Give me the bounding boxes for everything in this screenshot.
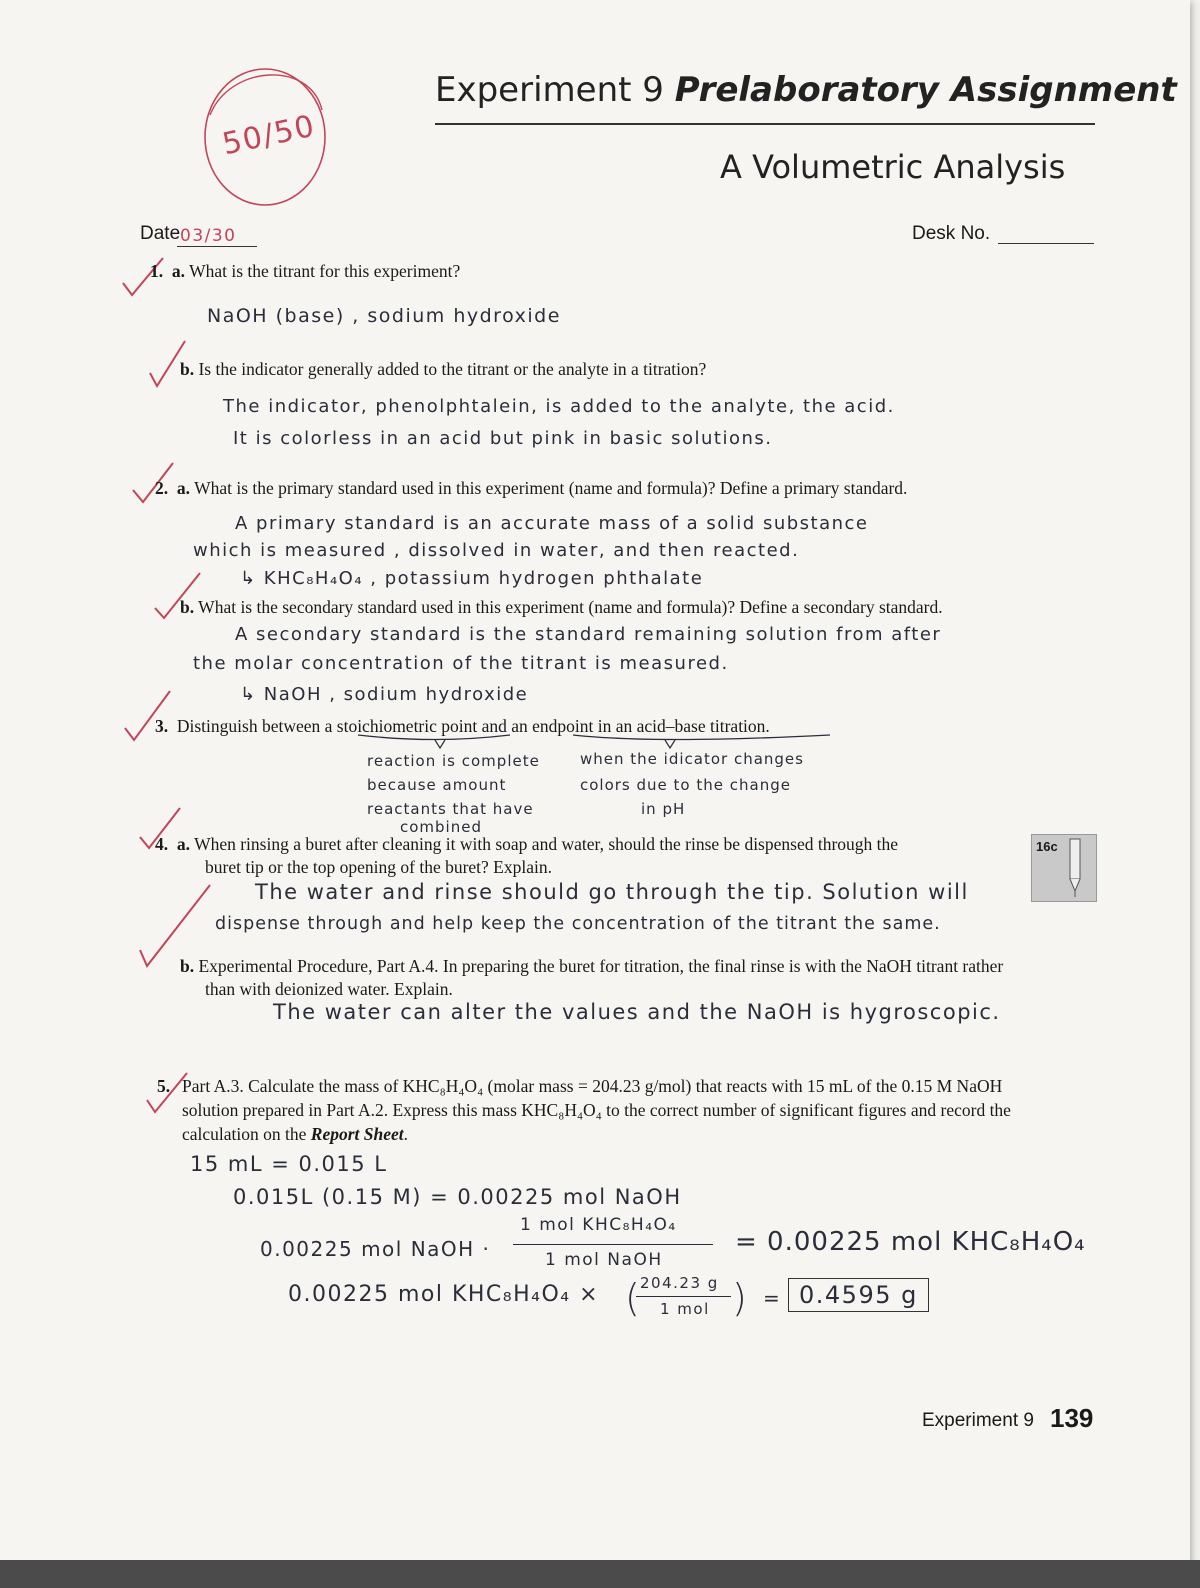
date-line [177,246,257,247]
answer-1b-line1: The indicator, phenolphtalein, is added to the analyte, the acid. [223,396,895,417]
title-rule [435,123,1095,125]
date-value: 03/30 [180,226,237,246]
endpoint-def-line2: colors due to the change [580,776,791,794]
answer-2a-line2: which is measured , dissolved in water, and then reacted. [193,540,800,561]
answer-2b-line3: ↳ NaOH , sodium hydroxide [240,684,529,705]
answer-1b-line2: It is colorless in an acid but pink in basic solutions. [233,428,773,449]
question-4a-line2: buret tip or the top opening of the buret? Explain. [205,857,552,877]
fraction-bar [513,1244,713,1245]
calc-line3-denominator: 1 mol NaOH [545,1250,663,1270]
stoich-def-line3: reactants that have [367,800,534,818]
answer-1a: NaOH (base) , sodium hydroxide [207,305,561,327]
question-3: 3. Distinguish between a stoichiometric point and an endpoint in an acid–base titration. [155,716,770,736]
question-1a: 1. a. What is the titrant for this experiment? [150,261,461,281]
question-2a: 2. a. What is the primary standard used in this experiment (name and formula)? Define a primary standard. [155,478,908,498]
calc-line1: 15 mL = 0.015 L [190,1152,388,1176]
desk-label: Desk No. [912,223,991,244]
stoich-def-line1: reaction is complete [367,752,540,770]
answer-2b-line1: A secondary standard is the standard remaining solution from after [235,624,942,645]
paren-open: ( [625,1276,642,1320]
page-subtitle: A Volumetric Analysis [720,148,1066,186]
stoich-def-line4: combined [400,818,482,836]
question-5-line3: calculation on the Report Sheet. [182,1124,409,1144]
footer-label: Experiment 9 [922,1410,1034,1431]
calc-line4-denominator: 1 mol [660,1300,710,1318]
calc-line3-left: 0.00225 mol NaOH · [260,1237,491,1261]
answer-4a-line1: The water and rinse should go through the tip. Solution will [255,880,969,904]
calc-line4-numerator: 204.23 g [640,1274,719,1292]
stoich-def-line2: because amount [367,776,507,794]
page-number: 139 [1050,1403,1094,1433]
answer-4a-line2: dispense through and help keep the concentration of the titrant the same. [215,914,941,934]
question-4b-line2: than with deionized water. Explain. [205,979,453,999]
calc-line3-numerator: 1 mol KHC₈H₄O₄ [520,1215,677,1235]
answer-2b-line2: the molar concentration of the titrant is measured. [193,653,729,674]
endpoint-def-line3: in pH [641,800,686,818]
grade-score: 50/50 [219,108,319,163]
date-label: Date [140,223,181,244]
calc-line3-result: = 0.00225 mol KHC₈H₄O₄ [735,1227,1086,1257]
buret-icon: 16c [1031,834,1097,902]
answer-2a-line1: A primary standard is an accurate mass of a solid substance [235,513,869,534]
question-5-line1: Part A.3. Calculate the mass of KHC₈H₄O₄ (molar mass = 204.23 g/mol) that reacts with 15 mL of the 0.15 M NaOH [182,1076,1003,1096]
page-title: Experiment 9 Prelaboratory Assignment [435,70,1177,110]
final-answer-box: 0.4595 g [788,1278,929,1312]
desk-background [0,1560,1200,1588]
question-1b: b. Is the indicator generally added to the titrant or the analyte in a titration? [180,359,707,379]
calc-line4-left: 0.00225 mol KHC₈H₄O₄ × [288,1282,600,1307]
question-4a-line1: 4. a. When rinsing a buret after cleaning it with soap and water, should the rinse be dispensed through the [155,834,899,854]
answer-4b: The water can alter the values and the NaOH is hygroscopic. [273,1000,1001,1024]
calc-line2: 0.015L (0.15 M) = 0.00225 mol NaOH [233,1185,682,1209]
endpoint-def-line1: when the idicator changes [580,750,804,768]
paren-close: ) [732,1276,749,1320]
question-5-line2: solution prepared in Part A.2. Express this mass KHC₈H₄O₄ to the correct number of significant figures and record the [182,1100,1011,1120]
calc-line4-equals: = [763,1286,782,1310]
desk-line [998,243,1094,244]
question-2b: b. What is the secondary standard used in this experiment (name and formula)? Define a secondary standard. [180,597,943,617]
fraction-bar [636,1296,731,1297]
underline-marks [355,732,835,752]
question-5-number: 5. [157,1076,171,1096]
question-4b-line1: b. Experimental Procedure, Part A.4. In preparing the buret for titration, the final rinse is with the NaOH titrant rather [180,956,1004,976]
answer-2a-line3: ↳ KHC₈H₄O₄ , potassium hydrogen phthalate [240,568,704,589]
